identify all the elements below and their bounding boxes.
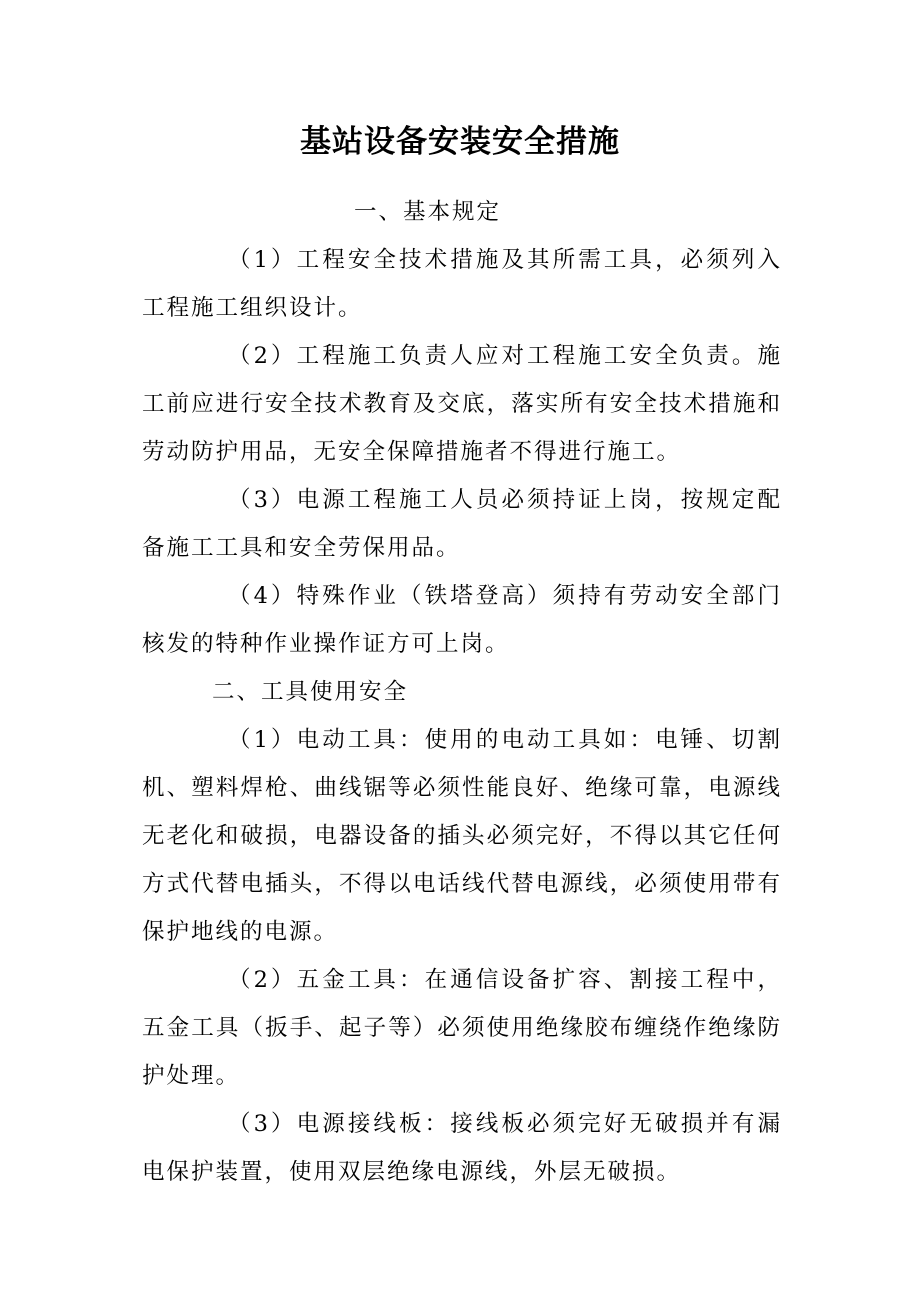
paragraph-tool-safety-2: （2）五金工具：在通信设备扩容、割接工程中，五金工具（扳手、起子等）必须使用绝缘胶布缠绕作绝缘防护处理。 — [142, 967, 782, 1089]
paragraph-basic-rules-2: （2）工程施工负责人应对工程施工安全负责。施工前应进行安全技术教育及交底，落实所有安全技术措施和劳动防护用品，无安全保障措施者不得进行施工。 — [142, 343, 782, 465]
paragraph-basic-rules-1: （1）工程安全技术措施及其所需工具，必须列入工程施工组织设计。 — [142, 247, 782, 321]
section-heading-tool-safety: 二、工具使用安全 — [212, 679, 409, 705]
paragraph-basic-rules-4: （4）特殊作业（铁塔登高）须持有劳动安全部门核发的特种作业操作证方可上岗。 — [142, 583, 782, 657]
paragraph-basic-rules-3: （3）电源工程施工人员必须持证上岗，按规定配备施工工具和安全劳保用品。 — [142, 487, 782, 561]
section-heading-basic-rules: 一、基本规定 — [354, 199, 502, 225]
document-title: 基站设备安装安全措施 — [300, 124, 620, 160]
paragraph-tool-safety-3: （3）电源接线板：接线板必须完好无破损并有漏电保护装置，使用双层绝缘电源线，外层无破损。 — [142, 1111, 782, 1185]
paragraph-tool-safety-1: （1）电动工具：使用的电动工具如：电锤、切割机、塑料焊枪、曲线锯等必须性能良好、绝缘可靠，电源线无老化和破损，电器设备的插头必须完好，不得以其它任何方式代替电插头，不得以电话线代替电源线，必须使用带有保护地线的电源。 — [142, 727, 782, 945]
document-body — [142, 188, 782, 1196]
